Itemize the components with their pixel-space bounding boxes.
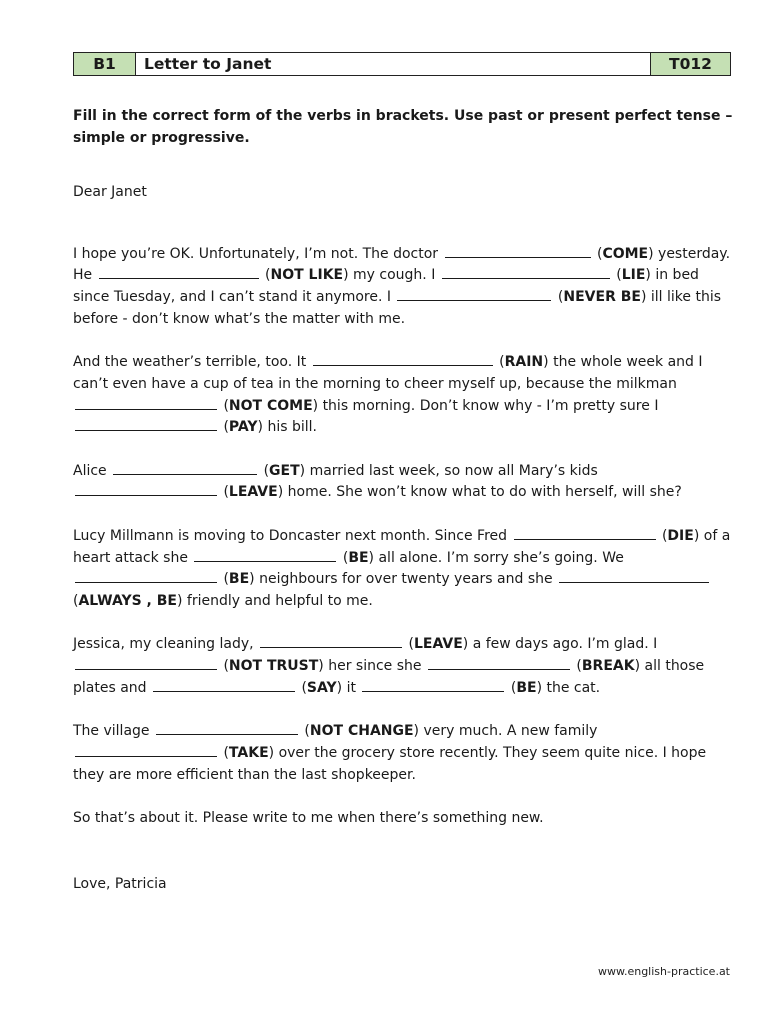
verb-prompt: LEAVE bbox=[228, 484, 278, 501]
blank-field[interactable] bbox=[397, 288, 551, 301]
blank-field[interactable] bbox=[442, 266, 610, 279]
paragraph-6: The village (NOT CHANGE) very much. A new family (TAKE) over the grocery store recently. They seem quite nice. I hope they are more efficient than the last shopkeeper. bbox=[73, 723, 707, 783]
blank-field[interactable] bbox=[313, 353, 493, 366]
footer-url: www.english-practice.at bbox=[597, 965, 730, 978]
text: her since she bbox=[328, 658, 422, 674]
text: in bed since Tuesday, and I can’t stand it anymore. I bbox=[73, 267, 699, 306]
verb-prompt: RAIN bbox=[504, 354, 544, 371]
instructions: Fill in the correct form of the verbs in brackets. Use past or present perfect tense – simple or progressive. bbox=[73, 108, 733, 146]
verb-prompt: NEVER BE bbox=[563, 289, 641, 306]
verb-prompt: COME bbox=[602, 245, 649, 262]
text: yesterday. He bbox=[73, 245, 731, 284]
blank-field[interactable] bbox=[428, 657, 570, 670]
text: Alice bbox=[73, 462, 107, 479]
text: Jessica, my cleaning lady, bbox=[73, 636, 254, 653]
blank-field[interactable] bbox=[445, 245, 591, 258]
verb-prompt: NOT LIKE bbox=[270, 267, 344, 284]
paragraph-5: Jessica, my cleaning lady, (LEAVE) a few days ago. I’m glad. I (NOT TRUST) her since she (BREAK) all those plates and (SAY) it (BE) the cat. bbox=[73, 636, 705, 696]
blank-field[interactable] bbox=[156, 722, 298, 735]
worksheet-title: Letter to Janet bbox=[136, 53, 650, 75]
blank-field[interactable] bbox=[75, 483, 217, 496]
text: neighbours for over twenty years and she bbox=[259, 571, 553, 588]
verb-prompt: GET bbox=[269, 462, 300, 479]
text: a few days ago. I’m glad. I bbox=[472, 636, 658, 653]
blank-field[interactable] bbox=[113, 462, 257, 475]
blank-field[interactable] bbox=[75, 657, 217, 670]
text: very much. A new family bbox=[423, 723, 598, 740]
text: my cough. I bbox=[353, 267, 436, 284]
verb-prompt: BREAK bbox=[581, 658, 635, 674]
blank-field[interactable] bbox=[75, 744, 217, 757]
text: The village bbox=[73, 723, 150, 740]
text: over the grocery store recently. They seem quite nice. I hope they are more efficient than the last shopkeeper. bbox=[73, 744, 707, 783]
verb-prompt: PAY bbox=[228, 419, 258, 436]
blank-field[interactable] bbox=[559, 570, 709, 583]
verb-prompt: BE bbox=[228, 571, 250, 588]
verb-prompt: LIE bbox=[621, 267, 646, 284]
text: the cat. bbox=[546, 679, 601, 696]
text: his bill. bbox=[267, 419, 317, 436]
text: And the weather’s terrible, too. It bbox=[73, 354, 307, 371]
worksheet-header bbox=[73, 52, 731, 76]
verb-prompt: NOT COME bbox=[228, 397, 313, 414]
paragraph-3: Alice (GET) married last week, so now all Mary’s kids (LEAVE) home. She won’t know what to do with herself, will she? bbox=[73, 462, 682, 501]
text: friendly and helpful to me. bbox=[186, 592, 373, 609]
letter-body bbox=[73, 182, 733, 895]
text: the whole week and I can’t even have a cup of tea in the morning to cheer myself up, because the milkman bbox=[73, 354, 703, 392]
blank-field[interactable] bbox=[362, 679, 504, 692]
verb-prompt: NOT CHANGE bbox=[309, 723, 414, 740]
text: of a heart attack she bbox=[73, 527, 731, 566]
blank-field[interactable] bbox=[194, 549, 336, 562]
verb-prompt: BE bbox=[516, 679, 537, 696]
text: all those plates and bbox=[73, 658, 705, 696]
verb-prompt: DIE bbox=[667, 527, 694, 544]
blank-field[interactable] bbox=[260, 635, 402, 648]
level-label: B1 bbox=[74, 53, 136, 75]
text: Lucy Millmann is moving to Doncaster next month. Since Fred bbox=[73, 527, 508, 544]
paragraph-4: Lucy Millmann is moving to Doncaster next month. Since Fred (DIE) of a heart attack she (BE) all alone. I’m sorry she’s going. We (BE) neighbours for over twenty years and she (ALWAYS , BE) friendly and helpful to me. bbox=[73, 527, 731, 609]
text: married last week, so now all Mary’s kids bbox=[309, 462, 598, 479]
verb-prompt: BE bbox=[348, 549, 369, 566]
verb-prompt: SAY bbox=[306, 679, 337, 696]
verb-prompt: NOT TRUST bbox=[228, 658, 319, 674]
blank-field[interactable] bbox=[75, 418, 217, 431]
text: it bbox=[346, 679, 356, 696]
closing: Love, Patricia bbox=[73, 875, 167, 892]
verb-prompt: ALWAYS , BE bbox=[78, 592, 177, 609]
paragraph-1: I hope you’re OK. Unfortunately, I’m not. The doctor (COME) yesterday. He (NOT LIKE) my cough. I (LIE) in bed since Tuesday, and I can’t stand it anymore. I (NEVER BE) ill like this before - don’t know what’s the matter with me. bbox=[73, 245, 731, 327]
worksheet-code: T012 bbox=[650, 53, 730, 75]
text: ill like this before - don’t know what’s the matter with me. bbox=[73, 289, 722, 327]
blank-field[interactable] bbox=[514, 527, 656, 540]
blank-field[interactable] bbox=[153, 679, 295, 692]
verb-prompt: LEAVE bbox=[414, 636, 463, 653]
text: home. She won’t know what to do with herself, will she? bbox=[287, 484, 682, 501]
text: this morning. Don’t know why - I’m pretty sure I bbox=[322, 397, 659, 414]
text: I hope you’re OK. Unfortunately, I’m not. The doctor bbox=[73, 245, 439, 262]
text: all alone. I’m sorry she’s going. We bbox=[378, 549, 624, 566]
paragraph-2: And the weather’s terrible, too. It (RAIN) the whole week and I can’t even have a cup of tea in the morning to cheer myself up, because the milkman (NOT COME) this morning. Don’t know why - I’m pretty sure I (PAY) his bill. bbox=[73, 354, 703, 436]
blank-field[interactable] bbox=[75, 397, 217, 410]
blank-field[interactable] bbox=[75, 570, 217, 583]
verb-prompt: TAKE bbox=[228, 744, 269, 761]
blank-field[interactable] bbox=[99, 266, 259, 279]
paragraph-7: So that’s about it. Please write to me when there’s something new. bbox=[73, 809, 544, 826]
salutation: Dear Janet bbox=[73, 184, 147, 200]
